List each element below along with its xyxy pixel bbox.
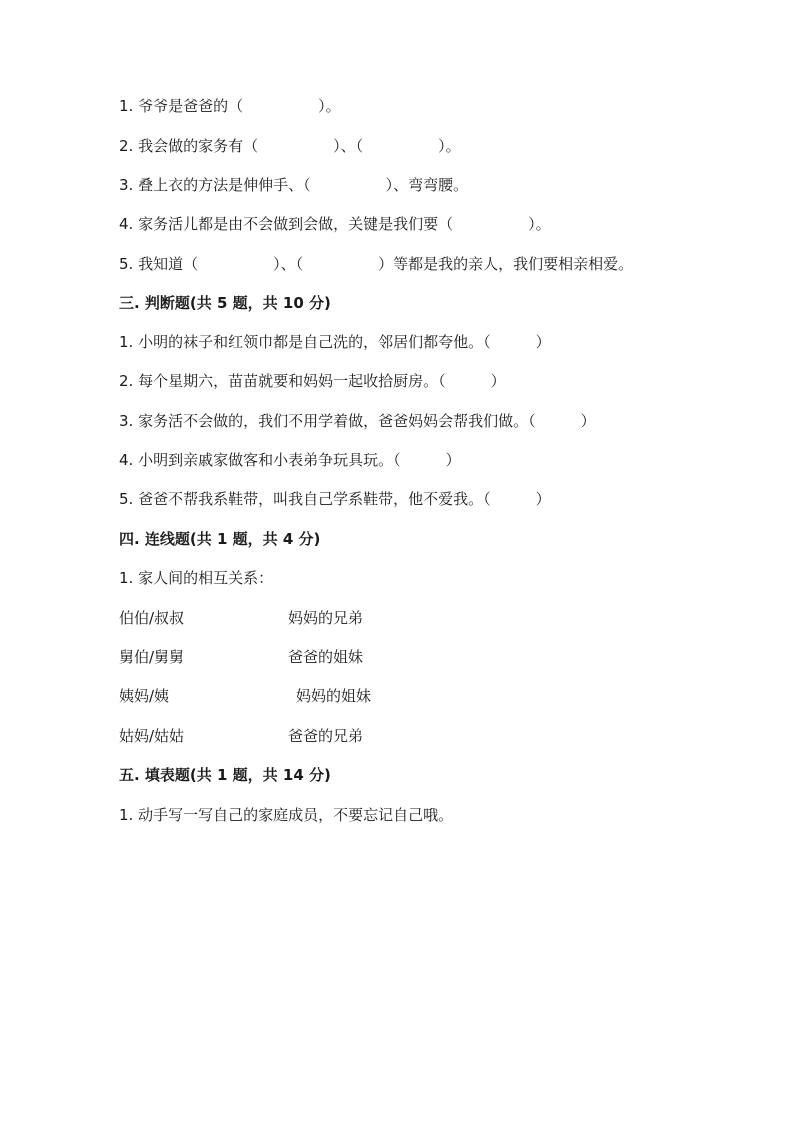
- matching-right-item-3: 妈妈的姐妹: [296, 687, 372, 705]
- matching-prompt: 1. 家人间的相互关系：: [119, 569, 274, 587]
- judgment-question-4: 4. 小明到亲戚家做客和小表弟争玩具玩。（ ）: [119, 451, 461, 469]
- matching-left-item-4: 姑妈/姑姑: [119, 727, 185, 745]
- matching-section-heading: 四. 连线题(共 1 题，共 4 分): [119, 530, 321, 548]
- fill-blank-question-5: 5. 我知道（ ）、（ ）等都是我的亲人，我们要相亲相爱。: [119, 255, 634, 273]
- judgment-section-heading: 三. 判断题(共 5 题，共 10 分): [119, 294, 331, 312]
- fill-blank-question-3: 3. 叠上衣的方法是伸伸手、（ ）、弯弯腰。: [119, 176, 469, 194]
- matching-right-item-4: 爸爸的兄弟: [288, 727, 364, 745]
- matching-left-item-2: 舅伯/舅舅: [119, 648, 185, 666]
- judgment-question-5: 5. 爸爸不帮我系鞋带，叫我自己学系鞋带，他不爱我。（ ）: [119, 490, 551, 508]
- matching-left-item-1: 伯伯/叔叔: [119, 609, 185, 627]
- fill-blank-question-4: 4. 家务活儿都是由不会做到会做，关键是我们要（ ）。: [119, 215, 551, 233]
- matching-right-item-2: 爸爸的姐妹: [288, 648, 364, 666]
- fill-table-prompt: 1. 动手写一写自己的家庭成员，不要忘记自己哦。: [119, 806, 454, 824]
- judgment-question-2: 2. 每个星期六，苗苗就要和妈妈一起收拾厨房。（ ）: [119, 372, 506, 390]
- fill-blank-question-1: 1. 爷爷是爸爸的（ ）。: [119, 97, 341, 115]
- fill-table-section-heading: 五. 填表题(共 1 题，共 14 分): [119, 766, 331, 784]
- matching-right-item-1: 妈妈的兄弟: [288, 609, 364, 627]
- judgment-question-1: 1. 小明的袜子和红领巾都是自己洗的，邻居们都夸他。（ ）: [119, 333, 551, 351]
- matching-left-item-3: 姨妈/姨: [119, 687, 170, 705]
- judgment-question-3: 3. 家务活不会做的，我们不用学着做，爸爸妈妈会帮我们做。（ ）: [119, 412, 596, 430]
- fill-blank-question-2: 2. 我会做的家务有（ ）、（ ）。: [119, 137, 461, 155]
